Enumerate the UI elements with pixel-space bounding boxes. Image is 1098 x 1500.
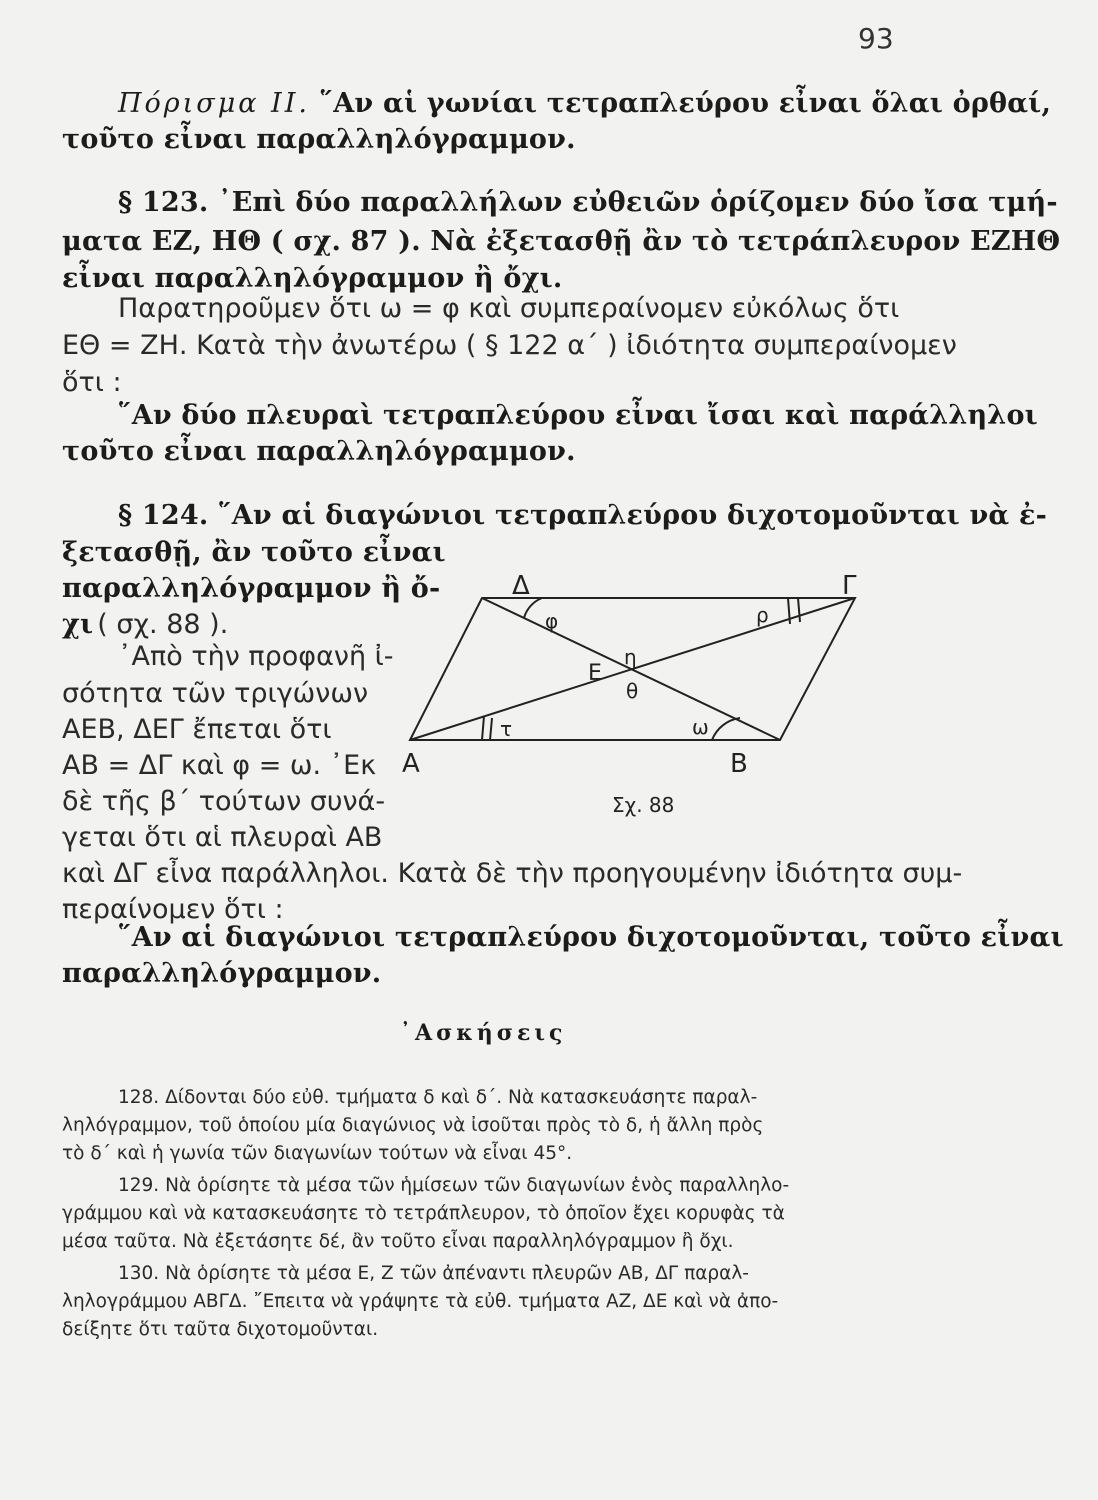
arc-tau-2: [490, 718, 492, 740]
arc-phi: [524, 598, 542, 618]
sec124-line-5: ᾿Απὸ τὴν προφανῆ ἰ-: [118, 641, 394, 672]
sec124-line-4a: χι: [62, 609, 94, 640]
sec124-line-4: [62, 609, 228, 640]
sec124-line-8: ΑΒ = ΔΓ καὶ φ = ω. ᾿Εκ: [62, 750, 377, 781]
sec124-line-14: παραλληλόγραμμον.: [62, 958, 382, 989]
label-gamma: Γ: [842, 571, 857, 601]
sec123-line-4: Παρατηροῦμεν ὅτι ω = φ καὶ συμπεραίνομεν εὐκόλως ὅτι: [118, 293, 900, 324]
sec124-line-10: γεται ὅτι αἱ πλευραὶ ΑΒ: [62, 822, 383, 853]
exercise-129-line-3: μέσα ταῦτα. Νὰ ἐξετάσητε δέ, ἂν τοῦτο εἶναι παραλληλόγραμμον ἢ ὄχι.: [62, 1231, 734, 1252]
sec123-line-5: ΕΘ = ΖΗ. Κατὰ τὴν ἀνωτέρω ( § 122 α΄ ) ἰδιότητα συμπεραίνομεν: [62, 330, 957, 361]
parallelogram-figure: [400, 565, 880, 835]
label-phi: φ: [545, 609, 559, 633]
sec124-line-4b: ( σχ. 88 ).: [97, 609, 229, 640]
label-center-e: Ε: [588, 661, 602, 686]
label-omega: ω: [692, 715, 709, 739]
sec124-line-1: § 124. ῞Αν αἱ διαγώνιοι τετραπλεύρου διχοτομοῦνται νὰ ἐ-: [118, 500, 1047, 531]
sec123-line-8: τοῦτο εἶναι παραλληλόγραμμον.: [62, 436, 576, 467]
label-beta: Β: [730, 749, 748, 779]
exercise-130-line-3: δείξητε ὅτι ταῦτα διχοτομοῦνται.: [62, 1319, 379, 1340]
sec124-line-6: σότητα τῶν τριγώνων: [62, 678, 369, 709]
arc-omega: [712, 718, 740, 740]
porisma-line-2: τοῦτο εἶναι παραλληλόγραμμον.: [62, 124, 576, 155]
label-rho: ρ: [756, 603, 769, 627]
exercises-heading: ᾿Ασκήσεις: [400, 1020, 567, 1046]
porisma-statement: ῞Αν αἱ γωνίαι τετραπλεύρου εἶναι ὅλαι ὀρθαί,: [319, 88, 1052, 119]
porisma-line-1: [118, 88, 1051, 119]
sec124-line-9: δὲ τῆς β΄ τούτων συνά-: [62, 786, 386, 817]
exercise-128-line-2: ληλόγραμμον, τοῦ ὁποίου μία διαγώνιος νὰ ἰσοῦται πρὸς τὸ δ, ἡ ἄλλη πρὸς: [62, 1115, 764, 1136]
label-tau: τ: [500, 717, 513, 741]
porisma-label: Πόρισμα ΙΙ.: [118, 88, 310, 119]
page-number: 93: [858, 22, 894, 55]
exercise-129-line-2: γράμμου καὶ νὰ κατασκευάσητε τὸ τετράπλευρον, τὸ ὁποῖον ἔχει κορυφὰς τὰ: [62, 1203, 785, 1224]
sec124-line-12: περαίνομεν ὅτι :: [62, 894, 284, 925]
label-delta: Δ: [512, 571, 530, 601]
sec124-line-7: ΑΕΒ, ΔΕΓ ἔπεται ὅτι: [62, 714, 332, 745]
sec124-line-2: ξετασθῇ, ἂν τοῦτο εἶναι: [62, 537, 446, 568]
exercise-128-line-3: τὸ δ΄ καὶ ἡ γωνία τῶν διαγωνίων τούτων νὰ εἶναι 45°.: [62, 1143, 573, 1164]
exercise-128-line-1: 128. Δίδονται δύο εὐθ. τμήματα δ καὶ δ΄. Νὰ κατασκευάσητε παραλ-: [118, 1087, 758, 1108]
sec123-line-7: ῞Αν δύο πλευραὶ τετραπλεύρου εἶναι ἴσαι καὶ παράλληλοι: [118, 400, 1038, 431]
exercise-130-line-2: ληλογράμμου ΑΒΓΔ. ῎Επειτα νὰ γράψητε τὰ εὐθ. τμήματα ΑΖ, ΔΕ καὶ νὰ ἀπο-: [62, 1291, 779, 1312]
label-eta: η: [624, 645, 637, 669]
sec124-line-3: παραλληλόγραμμον ἢ ὄ-: [62, 573, 441, 604]
sec124-line-13: ῞Αν αἱ διαγώνιοι τετραπλεύρου διχοτομοῦνται, τοῦτο εἶναι: [118, 922, 1064, 953]
sec123-line-1: § 123. ᾿Επὶ δύο παραλλήλων εὐθειῶν ὁρίζομεν δύο ἴσα τμή-: [118, 187, 1058, 218]
exercise-130-line-1: 130. Νὰ ὁρίσητε τὰ μέσα Ε, Ζ τῶν ἀπέναντι πλευρῶν ΑΒ, ΔΓ παραλ-: [118, 1263, 749, 1284]
sec123-line-3: εἶναι παραλληλόγραμμον ἢ ὄχι.: [62, 263, 563, 294]
label-theta: θ: [626, 679, 639, 703]
label-alpha: Α: [402, 749, 420, 779]
sec124-line-11: καὶ ΔΓ εἶνα παράλληλοι. Κατὰ δὲ τὴν προηγουμένην ἰδιότητα συμ-: [62, 858, 963, 889]
exercise-129-line-1: 129. Νὰ ὁρίσητε τὰ μέσα τῶν ἡμίσεων τῶν διαγωνίων ἑνὸς παραλληλο-: [118, 1175, 790, 1196]
figure-caption: Σχ. 88: [612, 793, 675, 817]
arc-tau: [482, 716, 484, 740]
sec123-line-6: ὅτι :: [62, 367, 122, 398]
arc-rho-2: [798, 598, 800, 622]
sec123-line-2: ματα ΕΖ, ΗΘ ( σχ. 87 ). Νὰ ἐξετασθῇ ἂν τὸ τετράπλευρον ΕΖΗΘ: [62, 226, 1061, 257]
